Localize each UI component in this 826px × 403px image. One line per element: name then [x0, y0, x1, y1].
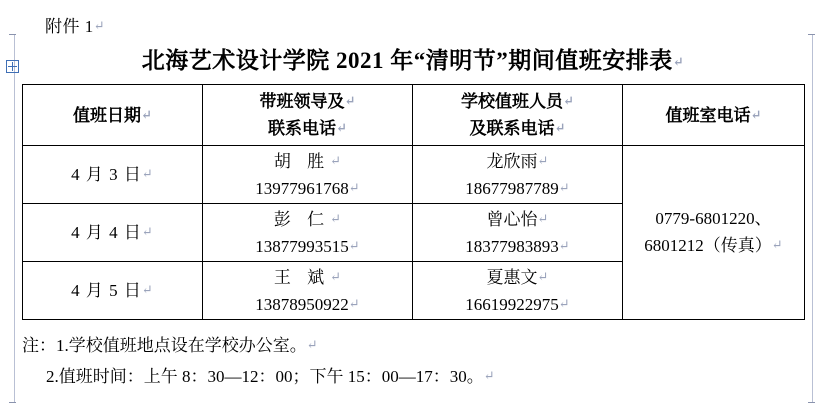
paragraph-mark-icon: ↵: [330, 268, 342, 284]
paragraph-mark-icon: ↵: [537, 210, 549, 226]
paragraph-mark-icon: ↵: [93, 18, 106, 33]
leader-name-text: 彭 仁: [273, 209, 331, 229]
staff-phone-text: 16619922975: [465, 294, 559, 314]
paragraph-mark-icon: ↵: [348, 237, 360, 253]
paragraph-mark-icon: ↵: [336, 120, 347, 135]
paragraph-mark-icon: ↵: [306, 337, 318, 352]
room-phone-line1-text: 0779-6801220、: [655, 209, 772, 228]
leader-phone-line: [203, 233, 412, 260]
cell-room-phone: [623, 146, 805, 320]
room-phone-line1: [623, 206, 804, 232]
leader-name-text: 胡 胜: [273, 151, 331, 171]
header-leader-line1-text: 带班领导及: [259, 92, 345, 111]
left-margin-rail: [14, 34, 15, 403]
page-title: [0, 42, 826, 75]
header-leader-line2: [203, 115, 412, 142]
paragraph-mark-icon: ↵: [483, 368, 495, 383]
leader-phone-text: 13877993515: [255, 236, 349, 256]
paragraph-mark-icon: ↵: [348, 295, 360, 311]
right-margin-rail: [812, 34, 813, 403]
header-cell-room-phone: [623, 85, 805, 146]
room-phone-line2-text: 6801212（传真）: [644, 236, 772, 255]
staff-name-line: [413, 264, 622, 291]
leader-name-text: 王 斌: [273, 267, 331, 287]
leader-phone-text: 13878950922: [255, 294, 349, 314]
note-line-1-text: 注：1.学校值班地点设在学校办公室。: [22, 336, 307, 355]
note-line-2-text: 2.值班时间：上午 8：30—12：00；下午 15：00—17：30。: [46, 367, 484, 386]
cell-date-2: [23, 262, 203, 320]
paragraph-mark-icon: ↵: [344, 93, 356, 108]
leader-name-line: [203, 148, 412, 175]
staff-phone-text: 18377983893: [465, 236, 559, 256]
paragraph-mark-icon: ↵: [558, 179, 570, 195]
table-row: [23, 146, 805, 204]
header-date-text: 值班日期: [73, 105, 142, 125]
header-staff-line2: [413, 115, 622, 142]
paragraph-mark-icon: ↵: [558, 237, 570, 253]
cell-leader-0: [203, 146, 413, 204]
paragraph-mark-icon: ↵: [750, 106, 762, 122]
notes-block: [22, 330, 495, 392]
attachment-label-text: 附件 1: [45, 17, 94, 36]
note-line-1: [22, 330, 495, 361]
staff-phone-text: 18677987789: [465, 178, 559, 198]
cell-leader-2: [203, 262, 413, 320]
paragraph-mark-icon: ↵: [771, 237, 783, 252]
table-header-row: [23, 85, 805, 146]
paragraph-mark-icon: ↵: [330, 210, 342, 226]
date-text: 4 月 4 日: [71, 223, 142, 242]
cell-leader-1: [203, 204, 413, 262]
leader-name-line: [203, 206, 412, 233]
paragraph-mark-icon: ↵: [141, 224, 154, 239]
staff-phone-line: [413, 175, 622, 202]
margin-tick: [808, 34, 815, 35]
header-staff-line1-text: 学校值班人员: [461, 92, 564, 111]
room-phone-line2: [623, 232, 804, 259]
paragraph-mark-icon: ↵: [141, 106, 152, 122]
cell-staff-2: [413, 262, 623, 320]
paragraph-mark-icon: ↵: [348, 179, 360, 195]
staff-name-line: [413, 148, 622, 175]
staff-name-text: 夏惠文: [486, 267, 538, 287]
header-staff-line1: [413, 88, 622, 115]
cell-staff-0: [413, 146, 623, 204]
paragraph-mark-icon: ↵: [563, 93, 574, 108]
staff-name-line: [413, 206, 622, 233]
paragraph-mark-icon: ↵: [141, 166, 154, 181]
margin-tick: [9, 34, 16, 35]
header-cell-staff: [413, 85, 623, 146]
paragraph-mark-icon: ↵: [330, 152, 342, 168]
staff-phone-line: [413, 291, 622, 318]
cell-staff-1: [413, 204, 623, 262]
header-room-phone-text: 值班室电话: [665, 105, 751, 125]
header-staff-line2-text: 及联系电话: [469, 119, 555, 138]
paragraph-mark-icon: ↵: [537, 268, 549, 284]
staff-name-text: 曾心怡: [486, 209, 538, 229]
header-cell-leader: [203, 85, 413, 146]
staff-name-text: 龙欣雨: [486, 151, 538, 171]
duty-schedule-table: [22, 84, 805, 320]
header-leader-line2-text: 联系电话: [268, 119, 337, 138]
paragraph-mark-icon: ↵: [672, 54, 685, 69]
attachment-label: [45, 12, 105, 37]
paragraph-mark-icon: ↵: [558, 295, 570, 311]
paragraph-mark-icon: ↵: [537, 152, 549, 168]
paragraph-mark-icon: ↵: [141, 282, 154, 297]
date-text: 4 月 3 日: [71, 165, 142, 184]
leader-phone-line: [203, 291, 412, 318]
staff-phone-line: [413, 233, 622, 260]
leader-phone-text: 13977961768: [255, 178, 349, 198]
cell-date-0: [23, 146, 203, 204]
date-text: 4 月 5 日: [71, 281, 142, 300]
page-title-text: 北海艺术设计学院 2021 年“清明节”期间值班安排表: [141, 48, 673, 73]
header-leader-line1: [203, 88, 412, 115]
leader-phone-line: [203, 175, 412, 202]
cell-date-1: [23, 204, 203, 262]
leader-name-line: [203, 264, 412, 291]
note-line-2: [22, 361, 495, 392]
paragraph-mark-icon: ↵: [554, 120, 566, 135]
header-cell-date: [23, 85, 203, 146]
